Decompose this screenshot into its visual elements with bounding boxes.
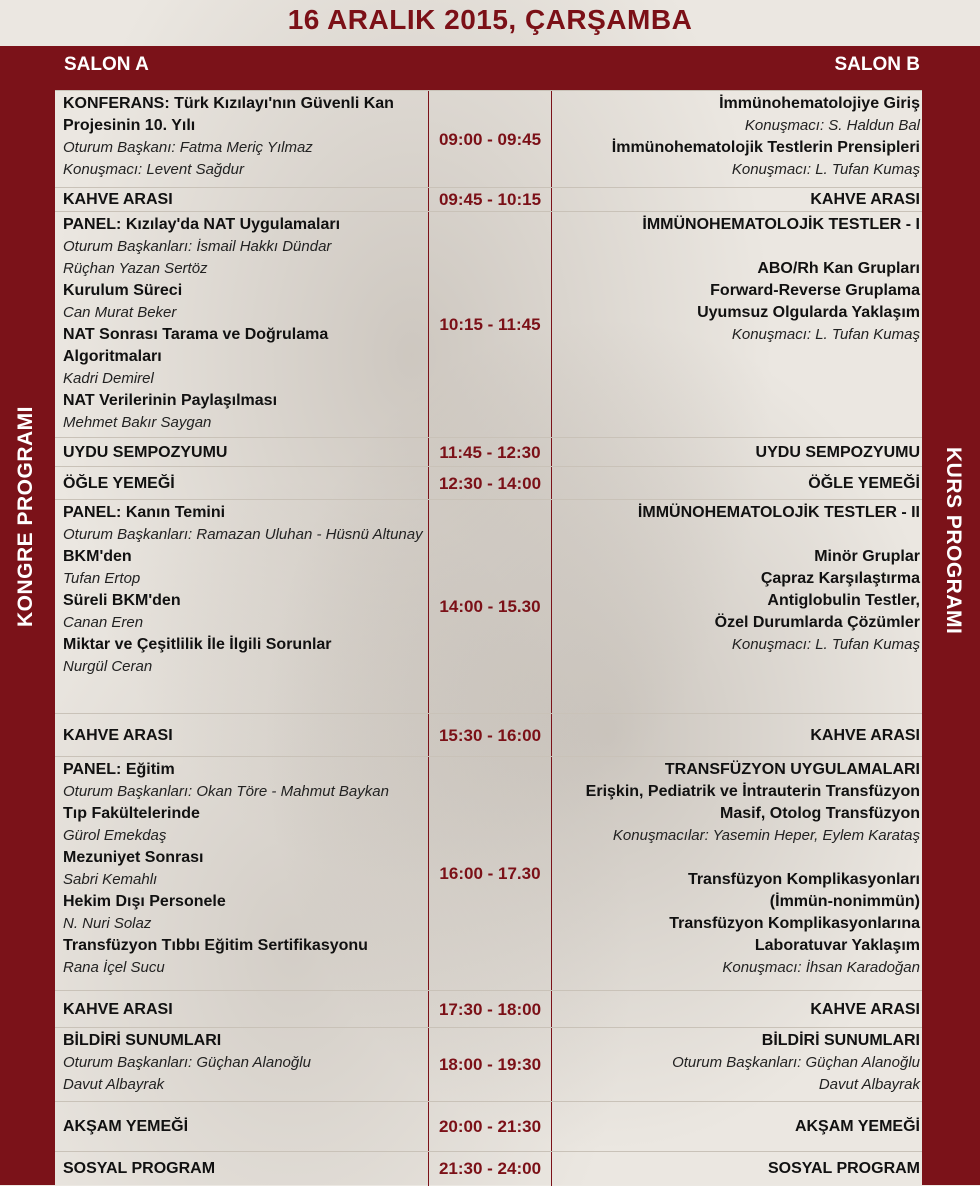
speaker-text: Sabri Kemahlı <box>63 871 158 888</box>
session-title: Süreli BKM'den <box>63 592 181 609</box>
time-slot: 18:00 - 19:30 <box>428 1028 552 1102</box>
spacer <box>560 236 920 258</box>
page-title: 16 ARALIK 2015, ÇARŞAMBA <box>287 4 693 35</box>
salon-b-cell <box>552 1152 922 1186</box>
speaker-text: Davut Albayrak <box>818 1076 920 1093</box>
salon-b-cell <box>552 212 922 438</box>
salon-b-cell <box>552 91 922 188</box>
salon-b-cell <box>552 991 922 1028</box>
session-title: KAHVE ARASI <box>810 726 920 744</box>
session-title: KAHVE ARASI <box>63 726 173 744</box>
salon-a-cell <box>55 212 428 438</box>
speaker-text: Oturum Başkanı: Fatma Meriç Yılmaz <box>63 139 313 156</box>
salon-a-cell <box>55 188 428 212</box>
salon-a-cell <box>55 1102 428 1152</box>
speaker-text: Konuşmacılar: Yasemin Heper, Eylem Karataş <box>612 827 920 844</box>
salon-b-cell <box>552 714 922 757</box>
speaker-text: Konuşmacı: İhsan Karadoğan <box>722 959 920 976</box>
table-row <box>55 466 922 500</box>
salon-a-cell <box>55 1028 428 1102</box>
time-slot: 11:45 - 12:30 <box>428 438 552 467</box>
salon-a-cell <box>55 467 428 500</box>
salon-b-cell <box>552 438 922 467</box>
session-title: PANEL: Eğitim <box>63 761 175 778</box>
speaker-text: Davut Albayrak <box>63 1076 165 1093</box>
table-row <box>55 990 922 1028</box>
session-title: Minör Gruplar <box>814 548 920 565</box>
time-slot: 12:30 - 14:00 <box>428 467 552 500</box>
session-title: Transfüzyon Komplikasyonlarına <box>669 915 920 932</box>
session-title: (İmmün-nonimmün) <box>769 893 920 910</box>
speaker-text: Konuşmacı: L. Tufan Kumaş <box>731 161 920 178</box>
session-title: KAHVE ARASI <box>810 191 920 208</box>
salon-a-cell <box>55 757 428 991</box>
session-title: Transfüzyon Komplikasyonları <box>687 871 920 888</box>
session-title: SOSYAL PROGRAM <box>63 1160 216 1177</box>
session-title: Antiglobulin Testler, <box>767 592 920 609</box>
session-title: Mezuniyet Sonrası <box>63 849 204 866</box>
salon-b-cell <box>552 500 922 714</box>
session-title: Projesinin 10. Yılı <box>63 117 196 134</box>
speaker-text: Oturum Başkanları: Okan Töre - Mahmut Baykan <box>63 783 389 800</box>
speaker-text: Oturum Başkanları: Güçhan Alanoğlu <box>672 1054 920 1071</box>
session-title: ABO/Rh Kan Grupları <box>757 260 920 277</box>
left-side-band <box>0 90 55 1185</box>
session-title: SOSYAL PROGRAM <box>767 1160 920 1177</box>
speaker-text: Tufan Ertop <box>63 570 141 587</box>
time-slot: 14:00 - 15.30 <box>428 500 552 714</box>
right-side-band <box>922 90 980 1185</box>
session-title: KAHVE ARASI <box>810 1000 920 1018</box>
session-title: Laboratuvar Yaklaşım <box>754 937 920 954</box>
session-title: ÖĞLE YEMEĞİ <box>808 474 920 492</box>
salon-a-cell <box>55 438 428 467</box>
session-title: Algoritmaları <box>63 348 162 365</box>
speaker-text: Konuşmacı: L. Tufan Kumaş <box>731 636 920 653</box>
session-title: KAHVE ARASI <box>63 191 173 208</box>
session-title: Hekim Dışı Personele <box>63 893 226 910</box>
time-slot: 15:30 - 16:00 <box>428 714 552 757</box>
session-title: UYDU SEMPOZYUMU <box>63 443 228 461</box>
speaker-text: Konuşmacı: Levent Sağdur <box>63 161 244 178</box>
session-title: Transfüzyon Tıbbı Eğitim Sertifikasyonu <box>63 937 368 954</box>
time-slot: 10:15 - 11:45 <box>428 212 552 438</box>
session-title: AKŞAM YEMEĞİ <box>794 1118 920 1135</box>
session-title: KONFERANS: Türk Kızılayı'nın Güvenli Kan <box>63 95 394 112</box>
table-row <box>55 211 922 438</box>
table-row <box>55 756 922 991</box>
salon-a-cell <box>55 714 428 757</box>
speaker-text: Oturum Başkanları: Ramazan Uluhan - Hüsnü Altunay <box>63 526 423 543</box>
speaker-text: Rüçhan Yazan Sertöz <box>63 260 208 277</box>
session-title: İMMÜNOHEMATOLOJİK TESTLER - II <box>637 504 920 521</box>
session-title: KAHVE ARASI <box>63 1000 173 1018</box>
time-slot: 09:00 - 09:45 <box>428 91 552 188</box>
salon-a-cell <box>55 1152 428 1186</box>
speaker-text: Nurgül Ceran <box>63 658 153 675</box>
table-row <box>55 1151 922 1186</box>
table-row <box>55 437 922 467</box>
salon-b-cell <box>552 757 922 991</box>
time-slot: 09:45 - 10:15 <box>428 188 552 212</box>
speaker-text: Konuşmacı: L. Tufan Kumaş <box>731 326 920 343</box>
session-title: AKŞAM YEMEĞİ <box>63 1118 189 1135</box>
time-slot: 16:00 - 17.30 <box>428 757 552 991</box>
session-title: İmmünohematolojik Testlerin Prensipleri <box>611 139 920 156</box>
speaker-text: Konuşmacı: S. Haldun Bal <box>744 117 920 134</box>
session-title: PANEL: Kızılay'da NAT Uygulamaları <box>63 216 341 233</box>
session-title: Miktar ve Çeşitlilik İle İlgili Sorunlar <box>63 636 332 653</box>
kongre-programi-label: KONGRE PROGRAMI <box>14 405 37 627</box>
table-row <box>55 90 922 188</box>
table-row <box>55 187 922 212</box>
table-row <box>55 1101 922 1152</box>
session-title: İmmünohematolojiye Giriş <box>719 95 920 112</box>
speaker-text: Canan Eren <box>63 614 144 631</box>
table-row <box>55 1027 922 1102</box>
speaker-text: N. Nuri Solaz <box>63 915 152 932</box>
session-title: NAT Sonrası Tarama ve Doğrulama <box>63 326 329 343</box>
salon-a-label: SALON A <box>64 54 149 75</box>
salon-b-label: SALON B <box>834 54 920 75</box>
speaker-text: Gürol Emekdaş <box>63 827 167 844</box>
session-title: NAT Verilerinin Paylaşılması <box>63 392 278 409</box>
salon-a-cell <box>55 91 428 188</box>
salon-b-cell <box>552 1028 922 1102</box>
session-title: BKM'den <box>63 548 132 565</box>
speaker-text: Oturum Başkanları: İsmail Hakkı Dündar <box>63 238 332 255</box>
speaker-text: Can Murat Beker <box>63 304 177 321</box>
salon-b-cell <box>552 188 922 212</box>
spacer <box>560 847 920 869</box>
session-title: BİLDİRİ SUNUMLARI <box>761 1032 920 1049</box>
time-slot: 21:30 - 24:00 <box>428 1152 552 1186</box>
session-title: TRANSFÜZYON UYGULAMALARI <box>664 761 920 778</box>
speaker-text: Mehmet Bakır Saygan <box>63 414 212 431</box>
session-title: Kurulum Süreci <box>63 282 183 299</box>
session-title: Özel Durumlarda Çözümler <box>714 614 920 631</box>
schedule-table <box>55 90 922 1185</box>
session-title: Forward-Reverse Gruplama <box>710 282 920 299</box>
kurs-programi-label: KURS PROGRAMI <box>942 447 965 635</box>
salon-a-cell <box>55 500 428 714</box>
session-title: Erişkin, Pediatrik ve İntrauterin Transfüzyon <box>585 783 920 800</box>
time-slot: 20:00 - 21:30 <box>428 1102 552 1152</box>
table-row <box>55 499 922 714</box>
speaker-text: Oturum Başkanları: Güçhan Alanoğlu <box>63 1054 311 1071</box>
salon-b-cell <box>552 1102 922 1152</box>
session-title: Uyumsuz Olgularda Yaklaşım <box>697 304 920 321</box>
session-title: ÖĞLE YEMEĞİ <box>63 474 175 492</box>
session-title: Çapraz Karşılaştırma <box>760 570 920 587</box>
session-title: BİLDİRİ SUNUMLARI <box>63 1032 222 1049</box>
session-title: PANEL: Kanın Temini <box>63 504 226 521</box>
table-row <box>55 713 922 757</box>
session-title: İMMÜNOHEMATOLOJİK TESTLER - I <box>642 216 920 233</box>
salon-a-cell <box>55 991 428 1028</box>
salon-b-cell <box>552 467 922 500</box>
speaker-text: Kadri Demirel <box>63 370 154 387</box>
time-slot: 17:30 - 18:00 <box>428 991 552 1028</box>
session-title: Tıp Fakültelerinde <box>63 805 200 822</box>
speaker-text: Rana İçel Sucu <box>63 959 165 976</box>
session-title: Masif, Otolog Transfüzyon <box>719 805 920 822</box>
session-title: UYDU SEMPOZYUMU <box>755 443 920 461</box>
spacer <box>560 524 920 546</box>
